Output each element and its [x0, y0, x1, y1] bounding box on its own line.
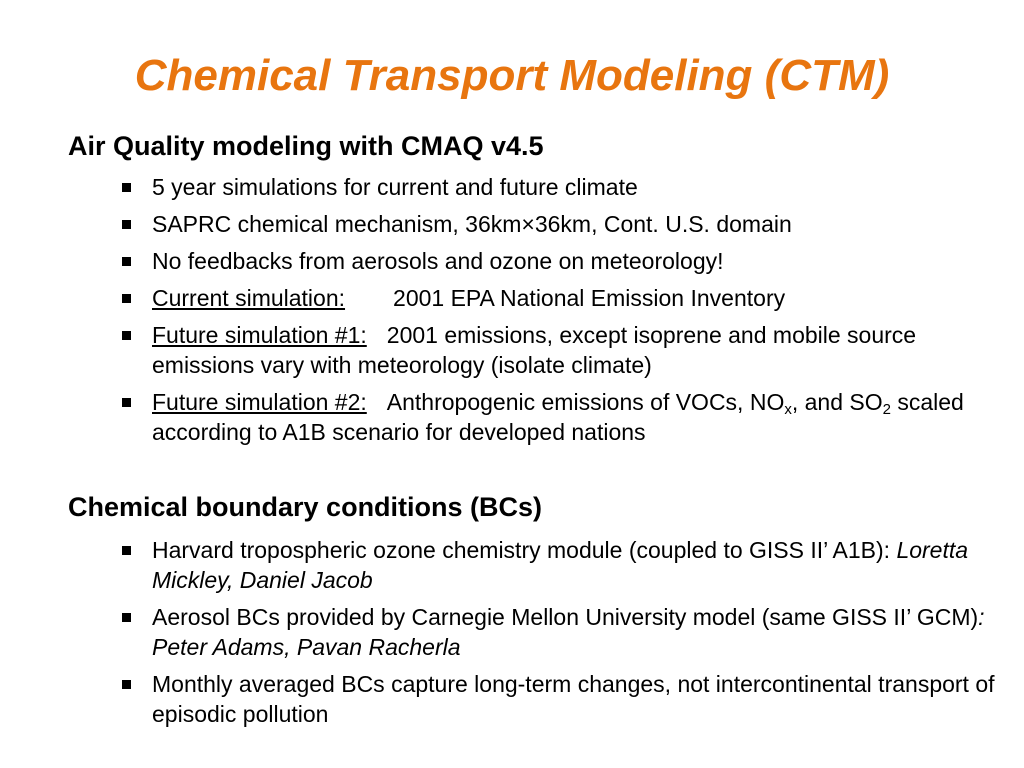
bullet-list-cmaq — [118, 172, 998, 454]
current-simulation-label: Current simulation: — [152, 285, 346, 311]
bullet-square-icon — [122, 680, 131, 689]
list-item: SAPRC chemical mechanism, 36km×36km, Cont. U.S. domain — [118, 209, 998, 239]
bullet-square-icon — [122, 220, 131, 229]
list-item: Current simulation: 2001 EPA National Emission Inventory — [118, 283, 998, 313]
list-item: 5 year simulations for current and future climate — [118, 172, 998, 202]
list-item: Monthly averaged BCs capture long-term changes, not intercontinental transport of episodic pollution — [118, 669, 998, 729]
bullet-square-icon — [122, 331, 131, 340]
bullet-square-icon — [122, 183, 131, 192]
section-heading-cmaq: Air Quality modeling with CMAQ v4.5 — [68, 131, 544, 161]
future-simulation-2-label: Future simulation #2: — [152, 389, 367, 415]
list-item: Aerosol BCs provided by Carnegie Mellon University model (same GISS II’ GCM): Peter Adams, Pavan Racherla — [118, 602, 998, 662]
bullet-square-icon — [122, 294, 131, 303]
bullet-square-icon — [122, 257, 131, 266]
list-item: Harvard tropospheric ozone chemistry module (coupled to GISS II’ A1B): Loretta Mickley, Daniel Jacob — [118, 535, 998, 595]
list-item: Future simulation #2: Anthropogenic emissions of VOCs, $NO_x$, and $SO_2$ scaled according to A1B scenario for developed nations — [118, 387, 998, 447]
list-item: No feedbacks from aerosols and ozone on meteorology! — [118, 246, 998, 276]
list-item: Future simulation #1: 2001 emissions, except isoprene and mobile source emissions vary with meteorology (isolate climate) — [118, 320, 998, 380]
section-heading-bcs: Chemical boundary conditions (BCs) — [68, 492, 543, 522]
bullet-square-icon — [122, 613, 131, 622]
bullet-square-icon — [122, 546, 131, 555]
future-simulation-1-label: Future simulation #1: — [152, 322, 367, 348]
slide-title: Chemical Transport Modeling (CTM) — [134, 51, 890, 100]
bullet-square-icon — [122, 398, 131, 407]
bullet-list-bcs — [118, 535, 998, 736]
